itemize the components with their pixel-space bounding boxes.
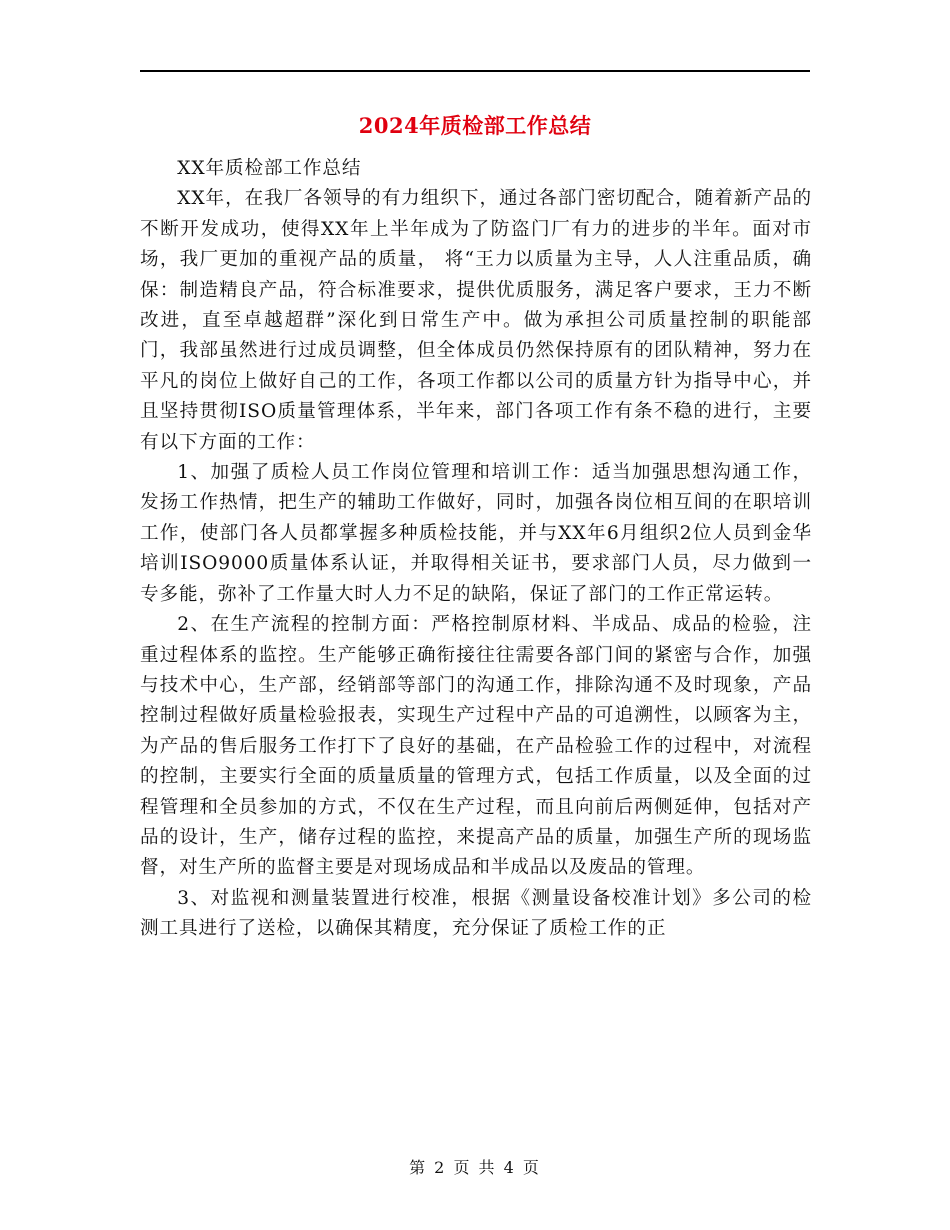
document-body — [140, 154, 812, 945]
header-rule — [140, 70, 810, 72]
page-number: 第 2 页 共 4 页 — [409, 1158, 541, 1177]
paragraph-heading: XX年质检部工作总结 — [177, 158, 362, 179]
paragraph-item-2: 2、在生产流程的控制方面：严格控制原材料、半成品、成品的检验，注重过程体系的监控。生产能够正确衔接往往需要各部门间的紧密与合作，加强与技术中心，生产部，经销部等部门的沟通工作，排除沟通不及时现象，产品控制过程做好质量检验报表，实现生产过程中产品的可追溯性，以顾客为主，为产品的售后服务工作打下了良好的基础，在产品检验工作的过程中，对流程的控制，主要实行全面的质量质量的管理方式，包括工作质量，以及全面的过程管理和全员参加的方式，不仅在生产过程，而且向前后两侧延伸，包括对产品的设计，生产，储存过程的监控，来提高产品的质量，加强生产所的现场监督，对生产所的监督主要是对现场成品和半成品以及废品的管理。 — [140, 614, 812, 879]
paragraph-item-1: 1、加强了质检人员工作岗位管理和培训工作：适当加强思想沟通工作，发扬工作热情，把生产的辅助工作做好，同时，加强各岗位相互间的在职培训工作，使部门各人员都掌握多种质检技能，并与XX年6月组织2位人员到金华培训ISO9000质量体系认证，并取得相关证书，要求部门人员，尽力做到一专多能，弥补了工作量大时人力不足的缺陷，保证了部门的工作正常运转。 — [140, 462, 812, 605]
paragraph-item-3: 3、对监视和测量装置进行校准，根据《测量设备校准计划》多公司的检测工具进行了送检，以确保其精度，充分保证了质检工作的正 — [140, 887, 812, 940]
document-title: 2024年质检部工作总结 — [358, 113, 592, 138]
paragraph-intro: XX年，在我厂各领导的有力组织下，通过各部门密切配合，随着新产品的不断开发成功，使得XX年上半年成为了防盗门厂有力的进步的半年。面对市场，我厂更加的重视产品的质量， 将“王力以质量为主导，人人注重品质，确保：制造精良产品，符合标准要求，提供优质服务，满足客户要求，王力不断改进，直至卓越超群”深化到日常生产中。做为承担公司质量控制的职能部门，我部虽然进行过成员调整，但全体成员仍然保持原有的团队精神，努力在平凡的岗位上做好自己的工作，各项工作都以公司的质量方针为指导中心，并且坚持贯彻ISO质量管理体系，半年来，部门各项工作有条不稳的进行，主要有以下方面的工作： — [140, 188, 812, 453]
